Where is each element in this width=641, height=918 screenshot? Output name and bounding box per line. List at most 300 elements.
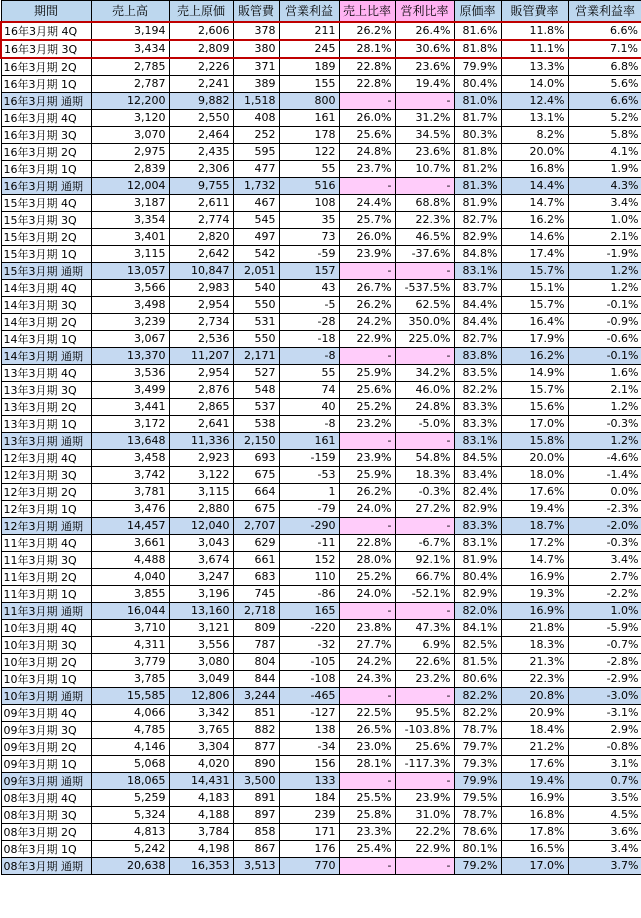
value-cell[interactable]: 22.9% [395, 840, 454, 857]
value-cell[interactable]: -105 [279, 653, 339, 670]
value-cell[interactable]: 3,172 [91, 415, 169, 432]
value-cell[interactable]: 3.6% [568, 823, 641, 840]
value-cell[interactable]: 82.7% [454, 211, 501, 228]
value-cell[interactable]: 4,183 [169, 789, 233, 806]
value-cell[interactable]: 12,806 [169, 687, 233, 704]
value-cell[interactable]: 16.2% [501, 347, 568, 364]
value-cell[interactable]: 22.3% [395, 211, 454, 228]
value-cell[interactable]: 23.6% [395, 58, 454, 76]
value-cell[interactable]: 34.2% [395, 364, 454, 381]
value-cell[interactable]: 3,434 [91, 40, 169, 58]
value-cell[interactable]: 31.2% [395, 109, 454, 126]
value-cell[interactable]: 675 [233, 466, 279, 483]
value-cell[interactable]: 161 [279, 109, 339, 126]
value-cell[interactable]: 17.2% [501, 534, 568, 551]
value-cell[interactable]: - [339, 432, 395, 449]
value-cell[interactable]: 13,160 [169, 602, 233, 619]
value-cell[interactable]: 3,499 [91, 381, 169, 398]
value-cell[interactable]: 1.2% [568, 432, 641, 449]
period-cell[interactable]: 10年3月期 1Q [1, 670, 91, 687]
period-cell[interactable]: 08年3月期 4Q [1, 789, 91, 806]
value-cell[interactable]: 82.9% [454, 585, 501, 602]
value-cell[interactable]: 13.3% [501, 58, 568, 76]
value-cell[interactable]: 23.9% [339, 245, 395, 262]
value-cell[interactable]: 12.4% [501, 92, 568, 109]
column-header-2[interactable]: 売上原価 [169, 1, 233, 22]
value-cell[interactable]: -5.0% [395, 415, 454, 432]
value-cell[interactable]: 3,513 [233, 857, 279, 874]
value-cell[interactable]: 21.2% [501, 738, 568, 755]
value-cell[interactable]: 16.9% [501, 602, 568, 619]
value-cell[interactable]: 1.0% [568, 602, 641, 619]
value-cell[interactable]: 19.3% [501, 585, 568, 602]
value-cell[interactable]: 25.6% [339, 381, 395, 398]
value-cell[interactable]: -220 [279, 619, 339, 636]
value-cell[interactable]: 3,661 [91, 534, 169, 551]
value-cell[interactable]: 78.7% [454, 806, 501, 823]
value-cell[interactable]: - [395, 92, 454, 109]
value-cell[interactable]: 538 [233, 415, 279, 432]
value-cell[interactable]: 82.9% [454, 500, 501, 517]
column-header-6[interactable]: 営利比率 [395, 1, 454, 22]
value-cell[interactable]: 14.9% [501, 364, 568, 381]
value-cell[interactable]: 3,401 [91, 228, 169, 245]
value-cell[interactable]: 3,049 [169, 670, 233, 687]
value-cell[interactable]: -32 [279, 636, 339, 653]
value-cell[interactable]: 2,611 [169, 194, 233, 211]
value-cell[interactable]: 6.6% [568, 22, 641, 40]
value-cell[interactable]: 3,354 [91, 211, 169, 228]
value-cell[interactable]: 81.7% [454, 109, 501, 126]
value-cell[interactable]: 4,040 [91, 568, 169, 585]
value-cell[interactable]: 3.7% [568, 857, 641, 874]
value-cell[interactable]: 4,188 [169, 806, 233, 823]
value-cell[interactable]: 23.3% [339, 823, 395, 840]
period-cell[interactable]: 11年3月期 4Q [1, 534, 91, 551]
value-cell[interactable]: 1.2% [568, 279, 641, 296]
value-cell[interactable]: 3,070 [91, 126, 169, 143]
period-cell[interactable]: 16年3月期 1Q [1, 160, 91, 177]
period-cell[interactable]: 16年3月期 通期 [1, 177, 91, 194]
period-cell[interactable]: 08年3月期 1Q [1, 840, 91, 857]
value-cell[interactable]: 23.8% [339, 619, 395, 636]
value-cell[interactable]: 14.7% [501, 551, 568, 568]
value-cell[interactable]: 2,876 [169, 381, 233, 398]
value-cell[interactable]: 16,044 [91, 602, 169, 619]
value-cell[interactable]: 540 [233, 279, 279, 296]
value-cell[interactable]: -3.1% [568, 704, 641, 721]
period-cell[interactable]: 13年3月期 2Q [1, 398, 91, 415]
value-cell[interactable]: 24.4% [339, 194, 395, 211]
period-cell[interactable]: 12年3月期 通期 [1, 517, 91, 534]
value-cell[interactable]: -1.9% [568, 245, 641, 262]
value-cell[interactable]: 3.4% [568, 840, 641, 857]
value-cell[interactable]: 22.9% [339, 330, 395, 347]
value-cell[interactable]: 21.8% [501, 619, 568, 636]
column-header-8[interactable]: 販管費率 [501, 1, 568, 22]
value-cell[interactable]: 897 [233, 806, 279, 823]
value-cell[interactable]: 3,781 [91, 483, 169, 500]
value-cell[interactable]: 2,641 [169, 415, 233, 432]
value-cell[interactable]: 3,115 [169, 483, 233, 500]
value-cell[interactable]: -2.3% [568, 500, 641, 517]
value-cell[interactable]: 1.2% [568, 262, 641, 279]
value-cell[interactable]: 3.1% [568, 755, 641, 772]
value-cell[interactable]: 693 [233, 449, 279, 466]
period-cell[interactable]: 15年3月期 4Q [1, 194, 91, 211]
value-cell[interactable]: 3,304 [169, 738, 233, 755]
value-cell[interactable]: 25.9% [339, 466, 395, 483]
value-cell[interactable]: 157 [279, 262, 339, 279]
value-cell[interactable]: 497 [233, 228, 279, 245]
value-cell[interactable]: 2,226 [169, 58, 233, 76]
value-cell[interactable]: -86 [279, 585, 339, 602]
value-cell[interactable]: 3,120 [91, 109, 169, 126]
period-cell[interactable]: 09年3月期 3Q [1, 721, 91, 738]
period-cell[interactable]: 14年3月期 2Q [1, 313, 91, 330]
value-cell[interactable]: 15.6% [501, 398, 568, 415]
value-cell[interactable]: 16.9% [501, 568, 568, 585]
value-cell[interactable]: 15.7% [501, 262, 568, 279]
value-cell[interactable]: 27.7% [339, 636, 395, 653]
value-cell[interactable]: -0.3% [395, 483, 454, 500]
value-cell[interactable]: 0.0% [568, 483, 641, 500]
value-cell[interactable]: 82.2% [454, 704, 501, 721]
value-cell[interactable]: - [395, 517, 454, 534]
value-cell[interactable]: 81.5% [454, 653, 501, 670]
value-cell[interactable]: 25.8% [339, 806, 395, 823]
value-cell[interactable]: 2,954 [169, 364, 233, 381]
value-cell[interactable]: -2.0% [568, 517, 641, 534]
period-cell[interactable]: 13年3月期 4Q [1, 364, 91, 381]
value-cell[interactable]: 22.5% [339, 704, 395, 721]
value-cell[interactable]: 30.6% [395, 40, 454, 58]
value-cell[interactable]: 350.0% [395, 313, 454, 330]
value-cell[interactable]: 867 [233, 840, 279, 857]
value-cell[interactable]: 527 [233, 364, 279, 381]
period-cell[interactable]: 13年3月期 1Q [1, 415, 91, 432]
value-cell[interactable]: 92.1% [395, 551, 454, 568]
period-cell[interactable]: 16年3月期 4Q [1, 22, 91, 40]
value-cell[interactable]: 82.9% [454, 228, 501, 245]
value-cell[interactable]: 770 [279, 857, 339, 874]
value-cell[interactable]: 4,020 [169, 755, 233, 772]
column-header-9[interactable]: 営業利益率 [568, 1, 641, 22]
value-cell[interactable]: 13,370 [91, 347, 169, 364]
value-cell[interactable]: -28 [279, 313, 339, 330]
value-cell[interactable]: 78.7% [454, 721, 501, 738]
value-cell[interactable]: 17.0% [501, 857, 568, 874]
value-cell[interactable]: 858 [233, 823, 279, 840]
value-cell[interactable]: -11 [279, 534, 339, 551]
value-cell[interactable]: 25.4% [339, 840, 395, 857]
value-cell[interactable]: 371 [233, 58, 279, 76]
value-cell[interactable]: 28.1% [339, 40, 395, 58]
column-header-1[interactable]: 売上高 [91, 1, 169, 22]
period-cell[interactable]: 15年3月期 2Q [1, 228, 91, 245]
value-cell[interactable]: 3,115 [91, 245, 169, 262]
period-cell[interactable]: 14年3月期 4Q [1, 279, 91, 296]
value-cell[interactable]: 14.4% [501, 177, 568, 194]
value-cell[interactable]: 82.2% [454, 381, 501, 398]
value-cell[interactable]: 2.1% [568, 228, 641, 245]
value-cell[interactable]: 4,066 [91, 704, 169, 721]
value-cell[interactable]: 3,765 [169, 721, 233, 738]
value-cell[interactable]: 81.6% [454, 22, 501, 40]
value-cell[interactable]: 18.4% [501, 721, 568, 738]
period-cell[interactable]: 12年3月期 2Q [1, 483, 91, 500]
value-cell[interactable]: 851 [233, 704, 279, 721]
period-cell[interactable]: 16年3月期 通期 [1, 92, 91, 109]
value-cell[interactable]: 11,207 [169, 347, 233, 364]
value-cell[interactable]: -1.4% [568, 466, 641, 483]
value-cell[interactable]: 2,150 [233, 432, 279, 449]
value-cell[interactable]: 165 [279, 602, 339, 619]
value-cell[interactable]: 68.8% [395, 194, 454, 211]
value-cell[interactable]: -537.5% [395, 279, 454, 296]
value-cell[interactable]: 43 [279, 279, 339, 296]
period-cell[interactable]: 10年3月期 通期 [1, 687, 91, 704]
value-cell[interactable]: - [339, 602, 395, 619]
value-cell[interactable]: - [339, 687, 395, 704]
value-cell[interactable]: - [339, 92, 395, 109]
value-cell[interactable]: 83.8% [454, 347, 501, 364]
value-cell[interactable]: 2,606 [169, 22, 233, 40]
value-cell[interactable]: 2,820 [169, 228, 233, 245]
value-cell[interactable]: 3,196 [169, 585, 233, 602]
value-cell[interactable]: -8 [279, 347, 339, 364]
value-cell[interactable]: 82.7% [454, 330, 501, 347]
value-cell[interactable]: 516 [279, 177, 339, 194]
value-cell[interactable]: 178 [279, 126, 339, 143]
period-cell[interactable]: 16年3月期 2Q [1, 143, 91, 160]
value-cell[interactable]: - [395, 347, 454, 364]
value-cell[interactable]: 82.2% [454, 687, 501, 704]
value-cell[interactable]: 5.6% [568, 75, 641, 92]
period-cell[interactable]: 14年3月期 3Q [1, 296, 91, 313]
value-cell[interactable]: 19.4% [395, 75, 454, 92]
value-cell[interactable]: 9,755 [169, 177, 233, 194]
value-cell[interactable]: -52.1% [395, 585, 454, 602]
value-cell[interactable]: 252 [233, 126, 279, 143]
value-cell[interactable]: 11.1% [501, 40, 568, 58]
value-cell[interactable]: 25.9% [339, 364, 395, 381]
value-cell[interactable]: 20,638 [91, 857, 169, 874]
value-cell[interactable]: 16,353 [169, 857, 233, 874]
value-cell[interactable]: 2,880 [169, 500, 233, 517]
value-cell[interactable]: 18,065 [91, 772, 169, 789]
value-cell[interactable]: 78.6% [454, 823, 501, 840]
value-cell[interactable]: 2,734 [169, 313, 233, 330]
value-cell[interactable]: 161 [279, 432, 339, 449]
period-cell[interactable]: 16年3月期 4Q [1, 109, 91, 126]
value-cell[interactable]: 12,040 [169, 517, 233, 534]
value-cell[interactable]: 3.5% [568, 789, 641, 806]
value-cell[interactable]: 79.2% [454, 857, 501, 874]
value-cell[interactable]: 26.2% [339, 296, 395, 313]
value-cell[interactable]: 3.4% [568, 551, 641, 568]
value-cell[interactable]: 79.9% [454, 58, 501, 76]
value-cell[interactable]: - [339, 772, 395, 789]
period-cell[interactable]: 11年3月期 3Q [1, 551, 91, 568]
value-cell[interactable]: 17.0% [501, 415, 568, 432]
value-cell[interactable]: 13.1% [501, 109, 568, 126]
value-cell[interactable]: - [395, 857, 454, 874]
period-cell[interactable]: 16年3月期 1Q [1, 75, 91, 92]
period-cell[interactable]: 14年3月期 通期 [1, 347, 91, 364]
value-cell[interactable]: - [395, 687, 454, 704]
value-cell[interactable]: 5.8% [568, 126, 641, 143]
value-cell[interactable]: 26.0% [339, 228, 395, 245]
value-cell[interactable]: 2,774 [169, 211, 233, 228]
value-cell[interactable]: 22.8% [339, 534, 395, 551]
value-cell[interactable]: 176 [279, 840, 339, 857]
value-cell[interactable]: 389 [233, 75, 279, 92]
value-cell[interactable]: 891 [233, 789, 279, 806]
value-cell[interactable]: 28.0% [339, 551, 395, 568]
value-cell[interactable]: 2,241 [169, 75, 233, 92]
value-cell[interactable]: 882 [233, 721, 279, 738]
value-cell[interactable]: 122 [279, 143, 339, 160]
value-cell[interactable]: 24.2% [339, 313, 395, 330]
value-cell[interactable]: 24.2% [339, 653, 395, 670]
period-cell[interactable]: 09年3月期 通期 [1, 772, 91, 789]
value-cell[interactable]: 1.2% [568, 398, 641, 415]
period-cell[interactable]: 08年3月期 3Q [1, 806, 91, 823]
value-cell[interactable]: 80.4% [454, 75, 501, 92]
value-cell[interactable]: 1,518 [233, 92, 279, 109]
value-cell[interactable]: 3,067 [91, 330, 169, 347]
value-cell[interactable]: 81.8% [454, 40, 501, 58]
value-cell[interactable]: 11,336 [169, 432, 233, 449]
column-header-5[interactable]: 売上比率 [339, 1, 395, 22]
value-cell[interactable]: 18.7% [501, 517, 568, 534]
value-cell[interactable]: 3,566 [91, 279, 169, 296]
value-cell[interactable]: 550 [233, 330, 279, 347]
value-cell[interactable]: 3,080 [169, 653, 233, 670]
value-cell[interactable]: 17.8% [501, 823, 568, 840]
value-cell[interactable]: - [395, 602, 454, 619]
period-cell[interactable]: 16年3月期 3Q [1, 40, 91, 58]
value-cell[interactable]: 4,488 [91, 551, 169, 568]
period-cell[interactable]: 11年3月期 通期 [1, 602, 91, 619]
value-cell[interactable]: 745 [233, 585, 279, 602]
period-cell[interactable]: 10年3月期 3Q [1, 636, 91, 653]
value-cell[interactable]: 537 [233, 398, 279, 415]
value-cell[interactable]: -0.3% [568, 534, 641, 551]
value-cell[interactable]: 155 [279, 75, 339, 92]
value-cell[interactable]: 24.0% [339, 585, 395, 602]
value-cell[interactable]: 22.8% [339, 58, 395, 76]
value-cell[interactable]: 550 [233, 296, 279, 313]
value-cell[interactable]: -5.9% [568, 619, 641, 636]
value-cell[interactable]: 15.8% [501, 432, 568, 449]
value-cell[interactable]: 81.9% [454, 551, 501, 568]
value-cell[interactable]: 74 [279, 381, 339, 398]
value-cell[interactable]: 3,855 [91, 585, 169, 602]
value-cell[interactable]: 890 [233, 755, 279, 772]
value-cell[interactable]: 55 [279, 160, 339, 177]
value-cell[interactable]: 2,536 [169, 330, 233, 347]
value-cell[interactable]: 3.4% [568, 194, 641, 211]
value-cell[interactable]: 79.9% [454, 772, 501, 789]
value-cell[interactable]: 24.3% [339, 670, 395, 687]
value-cell[interactable]: -5 [279, 296, 339, 313]
value-cell[interactable]: -3.0% [568, 687, 641, 704]
value-cell[interactable]: 5.2% [568, 109, 641, 126]
value-cell[interactable]: 542 [233, 245, 279, 262]
value-cell[interactable]: 3,239 [91, 313, 169, 330]
value-cell[interactable]: -2.2% [568, 585, 641, 602]
value-cell[interactable]: -0.3% [568, 415, 641, 432]
value-cell[interactable]: 12,004 [91, 177, 169, 194]
value-cell[interactable]: 2,983 [169, 279, 233, 296]
value-cell[interactable]: 3,500 [233, 772, 279, 789]
value-cell[interactable]: -0.7% [568, 636, 641, 653]
value-cell[interactable]: 595 [233, 143, 279, 160]
value-cell[interactable]: 8.2% [501, 126, 568, 143]
value-cell[interactable]: 26.0% [339, 109, 395, 126]
period-cell[interactable]: 09年3月期 2Q [1, 738, 91, 755]
value-cell[interactable]: 16.8% [501, 806, 568, 823]
value-cell[interactable]: 80.1% [454, 840, 501, 857]
value-cell[interactable]: 14.6% [501, 228, 568, 245]
value-cell[interactable]: 34.5% [395, 126, 454, 143]
period-cell[interactable]: 09年3月期 4Q [1, 704, 91, 721]
value-cell[interactable]: 25.6% [339, 126, 395, 143]
period-cell[interactable]: 14年3月期 1Q [1, 330, 91, 347]
period-cell[interactable]: 16年3月期 3Q [1, 126, 91, 143]
value-cell[interactable]: 4,198 [169, 840, 233, 857]
value-cell[interactable]: 79.3% [454, 755, 501, 772]
value-cell[interactable]: 3,476 [91, 500, 169, 517]
value-cell[interactable]: 2.1% [568, 381, 641, 398]
value-cell[interactable]: 20.8% [501, 687, 568, 704]
value-cell[interactable]: 17.9% [501, 330, 568, 347]
value-cell[interactable]: 23.9% [339, 449, 395, 466]
value-cell[interactable]: 4.5% [568, 806, 641, 823]
value-cell[interactable]: 2,839 [91, 160, 169, 177]
value-cell[interactable]: - [339, 262, 395, 279]
value-cell[interactable]: 26.7% [339, 279, 395, 296]
value-cell[interactable]: 16.9% [501, 789, 568, 806]
value-cell[interactable]: 2,464 [169, 126, 233, 143]
value-cell[interactable]: 15.7% [501, 381, 568, 398]
value-cell[interactable]: 24.8% [339, 143, 395, 160]
value-cell[interactable]: 20.0% [501, 449, 568, 466]
value-cell[interactable]: 25.2% [339, 568, 395, 585]
value-cell[interactable]: 73 [279, 228, 339, 245]
value-cell[interactable]: 13,057 [91, 262, 169, 279]
value-cell[interactable]: 23.9% [395, 789, 454, 806]
period-cell[interactable]: 11年3月期 2Q [1, 568, 91, 585]
value-cell[interactable]: 1.6% [568, 364, 641, 381]
value-cell[interactable]: 14.0% [501, 75, 568, 92]
value-cell[interactable]: 2,809 [169, 40, 233, 58]
value-cell[interactable]: 83.7% [454, 279, 501, 296]
value-cell[interactable]: 6.6% [568, 92, 641, 109]
value-cell[interactable]: 6.9% [395, 636, 454, 653]
value-cell[interactable]: 1.0% [568, 211, 641, 228]
value-cell[interactable]: 800 [279, 92, 339, 109]
period-cell[interactable]: 12年3月期 1Q [1, 500, 91, 517]
period-cell[interactable]: 10年3月期 4Q [1, 619, 91, 636]
period-cell[interactable]: 11年3月期 1Q [1, 585, 91, 602]
value-cell[interactable]: 13,648 [91, 432, 169, 449]
value-cell[interactable]: 14,431 [169, 772, 233, 789]
value-cell[interactable]: 184 [279, 789, 339, 806]
value-cell[interactable]: 83.5% [454, 364, 501, 381]
